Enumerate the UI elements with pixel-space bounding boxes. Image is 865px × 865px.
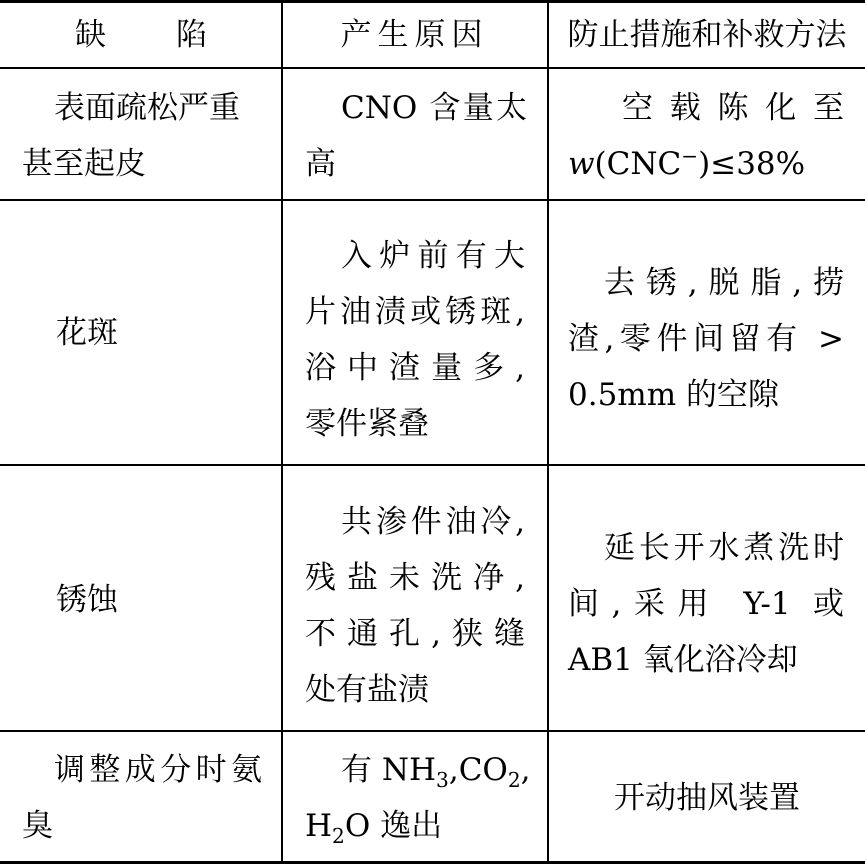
row4-defect: 调整成分时氨 臭 bbox=[22, 752, 262, 844]
row1-bottom-rule bbox=[0, 199, 865, 201]
cause-formula-line1: 有 $NH_3,CO_2$, bbox=[341, 752, 531, 793]
col-divider-1 bbox=[281, 0, 283, 864]
row1-remedy: 空载陈化至 w(CNC−)≤38% bbox=[568, 80, 844, 192]
row4-remedy: 开动抽风装置 bbox=[614, 780, 800, 816]
row2-bottom-rule bbox=[0, 464, 865, 466]
row1-defect: 表面疏松严重 甚至起皮 bbox=[22, 90, 240, 182]
row2-cause: 入炉前有大 片油渍或锈斑, 浴中渣量多, 零件紧叠 bbox=[305, 238, 525, 442]
col-divider-2 bbox=[547, 0, 549, 864]
header-remedy: 防止措施和补救方法 bbox=[567, 17, 847, 53]
row4-cause bbox=[305, 742, 531, 854]
table-bottom-rule bbox=[0, 861, 865, 864]
row3-cause: 共渗件油冷, 残盐未洗净, 不通孔,狭缝 处有盐渍 bbox=[305, 504, 525, 708]
header-defect: 缺陷 bbox=[75, 17, 207, 53]
row1-cause: CNO 含量太 高 bbox=[305, 90, 527, 182]
row3-bottom-rule bbox=[0, 730, 865, 732]
row3-defect: 锈蚀 bbox=[56, 582, 118, 618]
table-top-rule bbox=[0, 0, 865, 3]
row2-remedy: 去锈,脱脂,捞 渣,零件间留有 > 0.5mm 的空隙 bbox=[568, 265, 844, 413]
remedy-formula: w(CNC−)≤38% bbox=[568, 143, 806, 182]
header-bottom-rule bbox=[0, 67, 865, 69]
row2-defect: 花斑 bbox=[56, 315, 118, 351]
cause-formula-line2: $H_2O$ 逸出 bbox=[305, 808, 443, 849]
header-cause: 产生原因 bbox=[340, 17, 489, 53]
row3-remedy: 延长开水煮洗时 间,采用 Y-1 或 AB1 氧化浴冷却 bbox=[568, 530, 844, 678]
